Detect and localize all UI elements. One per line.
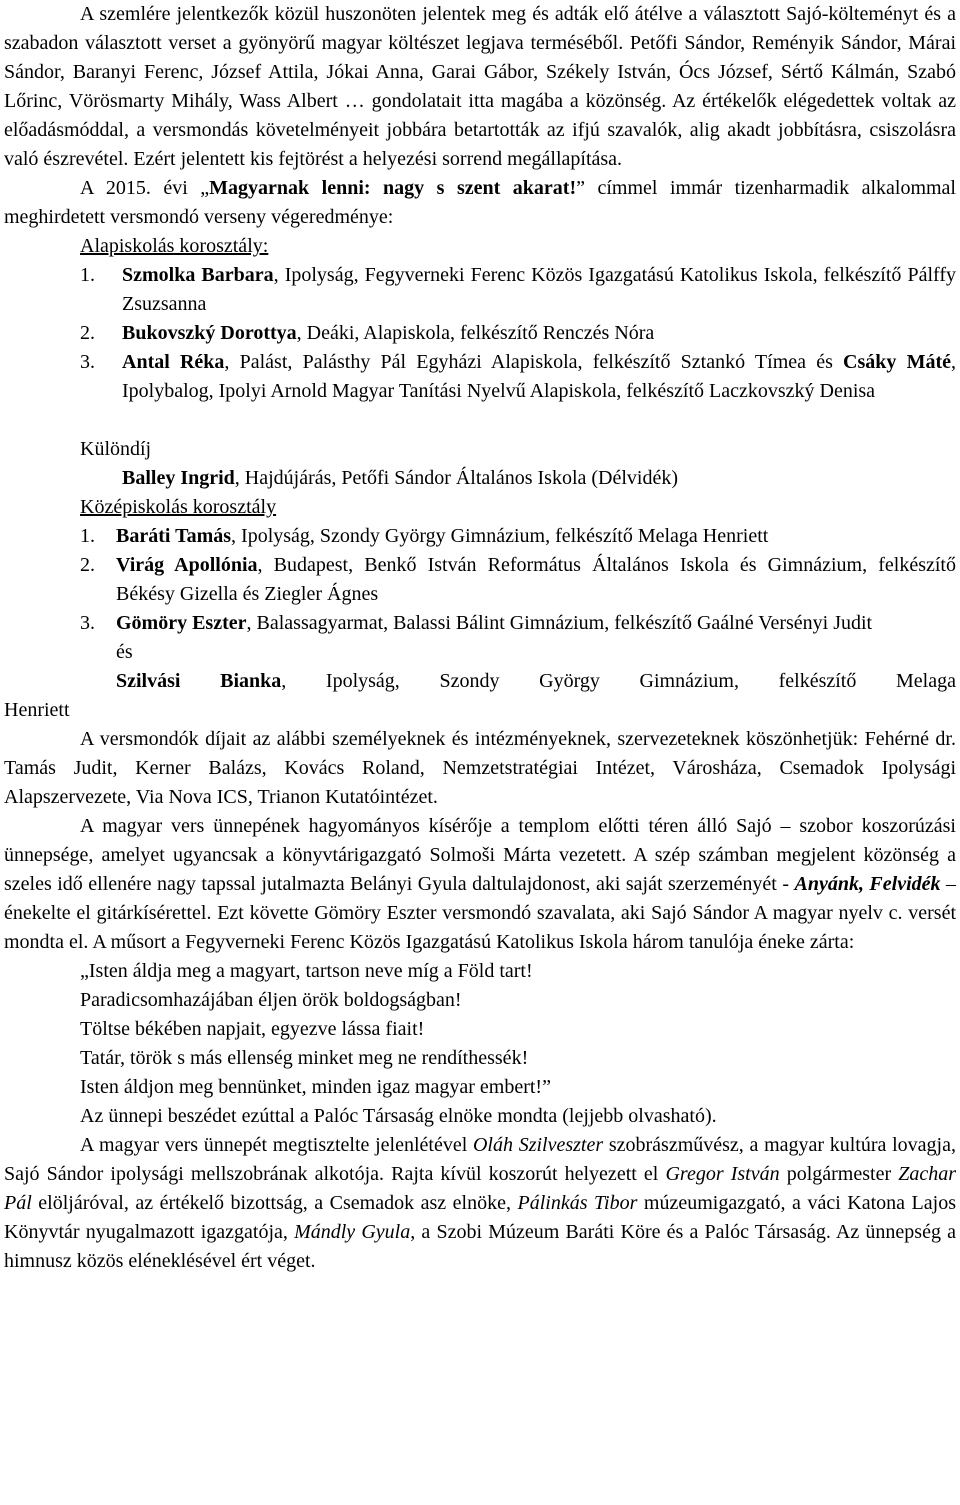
closing-text: , a Szobi Múzeum Baráti Köre és a Palóc Társaság. Az ünnepség a himnusz közös eléneklésével ért véget. xyxy=(4,1221,956,1272)
winner-name: Antal Réka xyxy=(122,351,225,373)
winner-name: Bukovszký Dorottya xyxy=(122,322,297,344)
list-item xyxy=(4,261,956,319)
secondary-heading: Középiskolás korosztály xyxy=(80,496,277,518)
winner-details: , Ipolyság, Fegyverneki Ferenc Közös Igazgatású Katolikus Iskola, felkészítő Pálffy Zsuzsanna xyxy=(122,264,956,315)
results-intro-suffix: ” címmel immár tizenharmadik alkalommal meghirdetett versmondó verseny végeredménye: xyxy=(4,177,956,228)
winner-name: Gömöry Eszter xyxy=(116,612,247,634)
intro-paragraph xyxy=(4,0,956,174)
rank-number: 1. xyxy=(80,264,95,286)
closing-text: polgármester xyxy=(779,1163,899,1185)
winner-details: , Hajdújárás, Petőfi Sándor Általános Iskola (Délvidék) xyxy=(234,467,679,489)
winner-name: Balley Ingrid xyxy=(122,467,235,489)
lyric-line: Isten áldjon meg bennünket, minden igaz magyar embert!” xyxy=(80,1076,551,1098)
list-item xyxy=(4,319,956,348)
lyric-line: „Isten áldja meg a magyart, tartson neve míg a Föld tart! xyxy=(80,960,533,982)
and-connector: és xyxy=(116,641,133,663)
winner-name: Szmolka Barbara xyxy=(122,264,274,286)
person-name: Pálinkás Tibor xyxy=(517,1192,638,1214)
list-item xyxy=(4,522,956,551)
list-item xyxy=(4,551,956,609)
winner-details: , Budapest, Benkő István Református Általános Iskola és Gimnázium, felkészítő Békésy Gizella és Ziegler Ágnes xyxy=(116,554,956,605)
closing-text: múzeumigazgató, a váci Katona Lajos Könyvtár nyugalmazott igazgatója, xyxy=(4,1192,956,1243)
rank-number: 3. xyxy=(80,612,95,634)
list-item xyxy=(4,348,956,406)
results-intro-paragraph xyxy=(4,174,956,232)
winner-details: , Palást, Palásthy Pál Egyházi Alapiskola, felkészítő Sztankó Tímea és xyxy=(224,351,844,373)
celebration-text-end: – énekelte el gitárkísérettel. Ezt követte Gömöry Eszter versmondó szavalata, aki Sajó Sándor A magyar nyelv c. versét mondta el. A műsort a Fegyverneki Ferenc Közös Igazgatású Katolikus Iskola három tanulója éneke zárta: xyxy=(4,873,957,953)
elementary-heading: Alapiskolás korosztály: xyxy=(80,235,269,257)
closing-text: elöljáróval, az értékelő bizottság, a Csemadok asz elnöke, xyxy=(31,1192,518,1214)
person-name: Zachar Pál xyxy=(4,1163,957,1214)
lyric-line: Tatár, török s más ellenség minket meg ne rendíthessék! xyxy=(80,1047,529,1069)
rank-number: 1. xyxy=(80,525,95,547)
competition-title: Magyarnak lenni: nagy s szent akarat! xyxy=(209,177,577,199)
speech-note: Az ünnepi beszédet ezúttal a Palóc Társaság elnöke mondta (lejjebb olvasható). xyxy=(80,1105,717,1127)
intro-text: A szemlére jelentkezők közül huszonöten jelentek meg és adták elő átélve a választott Sajó-költeményt és a szabadon választott verset a gyönyörű magyar költészet legjava terméséből. Petőfi Sándor, Reményik Sándor, Márai Sándor, Baranyi Ferenc, József Attila, Jókai Anna, Garai Gábor, Székely István, Ócs József, Sértő Kálmán, Szabó Lőrinc, Vörösmarty Mihály, Wass Albert … gondolatait itta magába a közönség. Az értékelők elégedettek voltak az előadásmóddal, a versmondás követelményeit jobbára betartották az ifjú szavalók, alig akadt jobbításra, csiszolásra való észrevétel. Ezért jelentett kis fejtörést a helyezési sorrend megállapítása. xyxy=(4,3,956,170)
rank-number: 3. xyxy=(80,351,95,373)
special-prize-heading: Különdíj xyxy=(80,438,152,460)
rank-number: 2. xyxy=(80,322,95,344)
winner-details: , Ipolyság, Szondy György Gimnázium, felkészítő Melaga Henriett xyxy=(231,525,769,547)
closing-paragraph xyxy=(4,1131,956,1276)
lyric-line: Töltse békében napjait, egyezve lássa fiait! xyxy=(80,1018,425,1040)
extra-winner-tail: Henriett xyxy=(4,699,70,721)
winner-details: , Deáki, Alapiskola, felkészítő Renczés Nóra xyxy=(296,322,655,344)
winner-details: , Ipolyság, Szondy György Gimnázium, felkészítő Melaga xyxy=(281,670,956,692)
person-name: Gregor István xyxy=(665,1163,780,1185)
winner-details: , Ipolybalog, Ipolyi Arnold Magyar Tanítási Nyelvű Alapiskola, felkészítő Laczkovszký Denisa xyxy=(122,351,956,402)
special-prize-entry xyxy=(4,464,956,493)
closing-text: A magyar vers ünnepét megtisztelte jelenlétével xyxy=(80,1134,473,1156)
secondary-results-list xyxy=(4,522,956,638)
elementary-results-list xyxy=(4,261,956,406)
person-name: Mándly Gyula xyxy=(294,1221,411,1243)
lyric-line: Paradicsomhazájában éljen örök boldogságban! xyxy=(80,989,462,1011)
winner-name: Baráti Tamás xyxy=(116,525,232,547)
winner-name: Szilvási Bianka xyxy=(116,670,282,692)
song-title: Anyánk, Felvidék xyxy=(794,873,941,895)
celebration-paragraph xyxy=(4,812,956,957)
rank-number: 2. xyxy=(80,554,95,576)
extra-winner-entry xyxy=(4,667,956,696)
winner-details: , Balassagyarmat, Balassi Bálint Gimnázium, felkészítő Gaálné Versényi Judit xyxy=(246,612,873,634)
winner-name: Csáky Máté xyxy=(843,351,951,373)
celebration-text: A magyar vers ünnepének hagyományos kísérője a templom előtti téren álló Sajó – szobor koszorúzási ünnepsége, amelyet ugyancsak a könyvtárigazgató Solmoši Márta vezetett. A szép számban megjelent közönség a szeles idő ellenére nagy tapssal jutalmazta Belányi Gyula daltulajdonost, aki saját szerzeményét - xyxy=(4,815,956,895)
spacer xyxy=(4,406,956,435)
song-lyrics xyxy=(4,957,956,1131)
thanks-paragraph: A versmondók díjait az alábbi személyeknek és intézményeknek, szervezeteknek köszönhetjük: Fehérné dr. Tamás Judit, Kerner Balázs, Kovács Roland, Nemzetstratégiai Intézet, Városháza, Csemadok Ipolysági Alapszervezete, Via Nova ICS, Trianon Kutatóintézet. xyxy=(4,728,956,808)
list-item xyxy=(4,609,956,638)
person-name: Oláh Szilveszter xyxy=(472,1134,604,1156)
closing-text: szobrászművész, a magyar kultúra lovagja, Sajó Sándor ipolysági mellszobrának alkotója. Rajta kívül koszorút helyezett el xyxy=(4,1134,956,1185)
results-intro-prefix: A 2015. évi „ xyxy=(80,177,210,199)
winner-name: Virág Apollónia xyxy=(116,554,258,576)
